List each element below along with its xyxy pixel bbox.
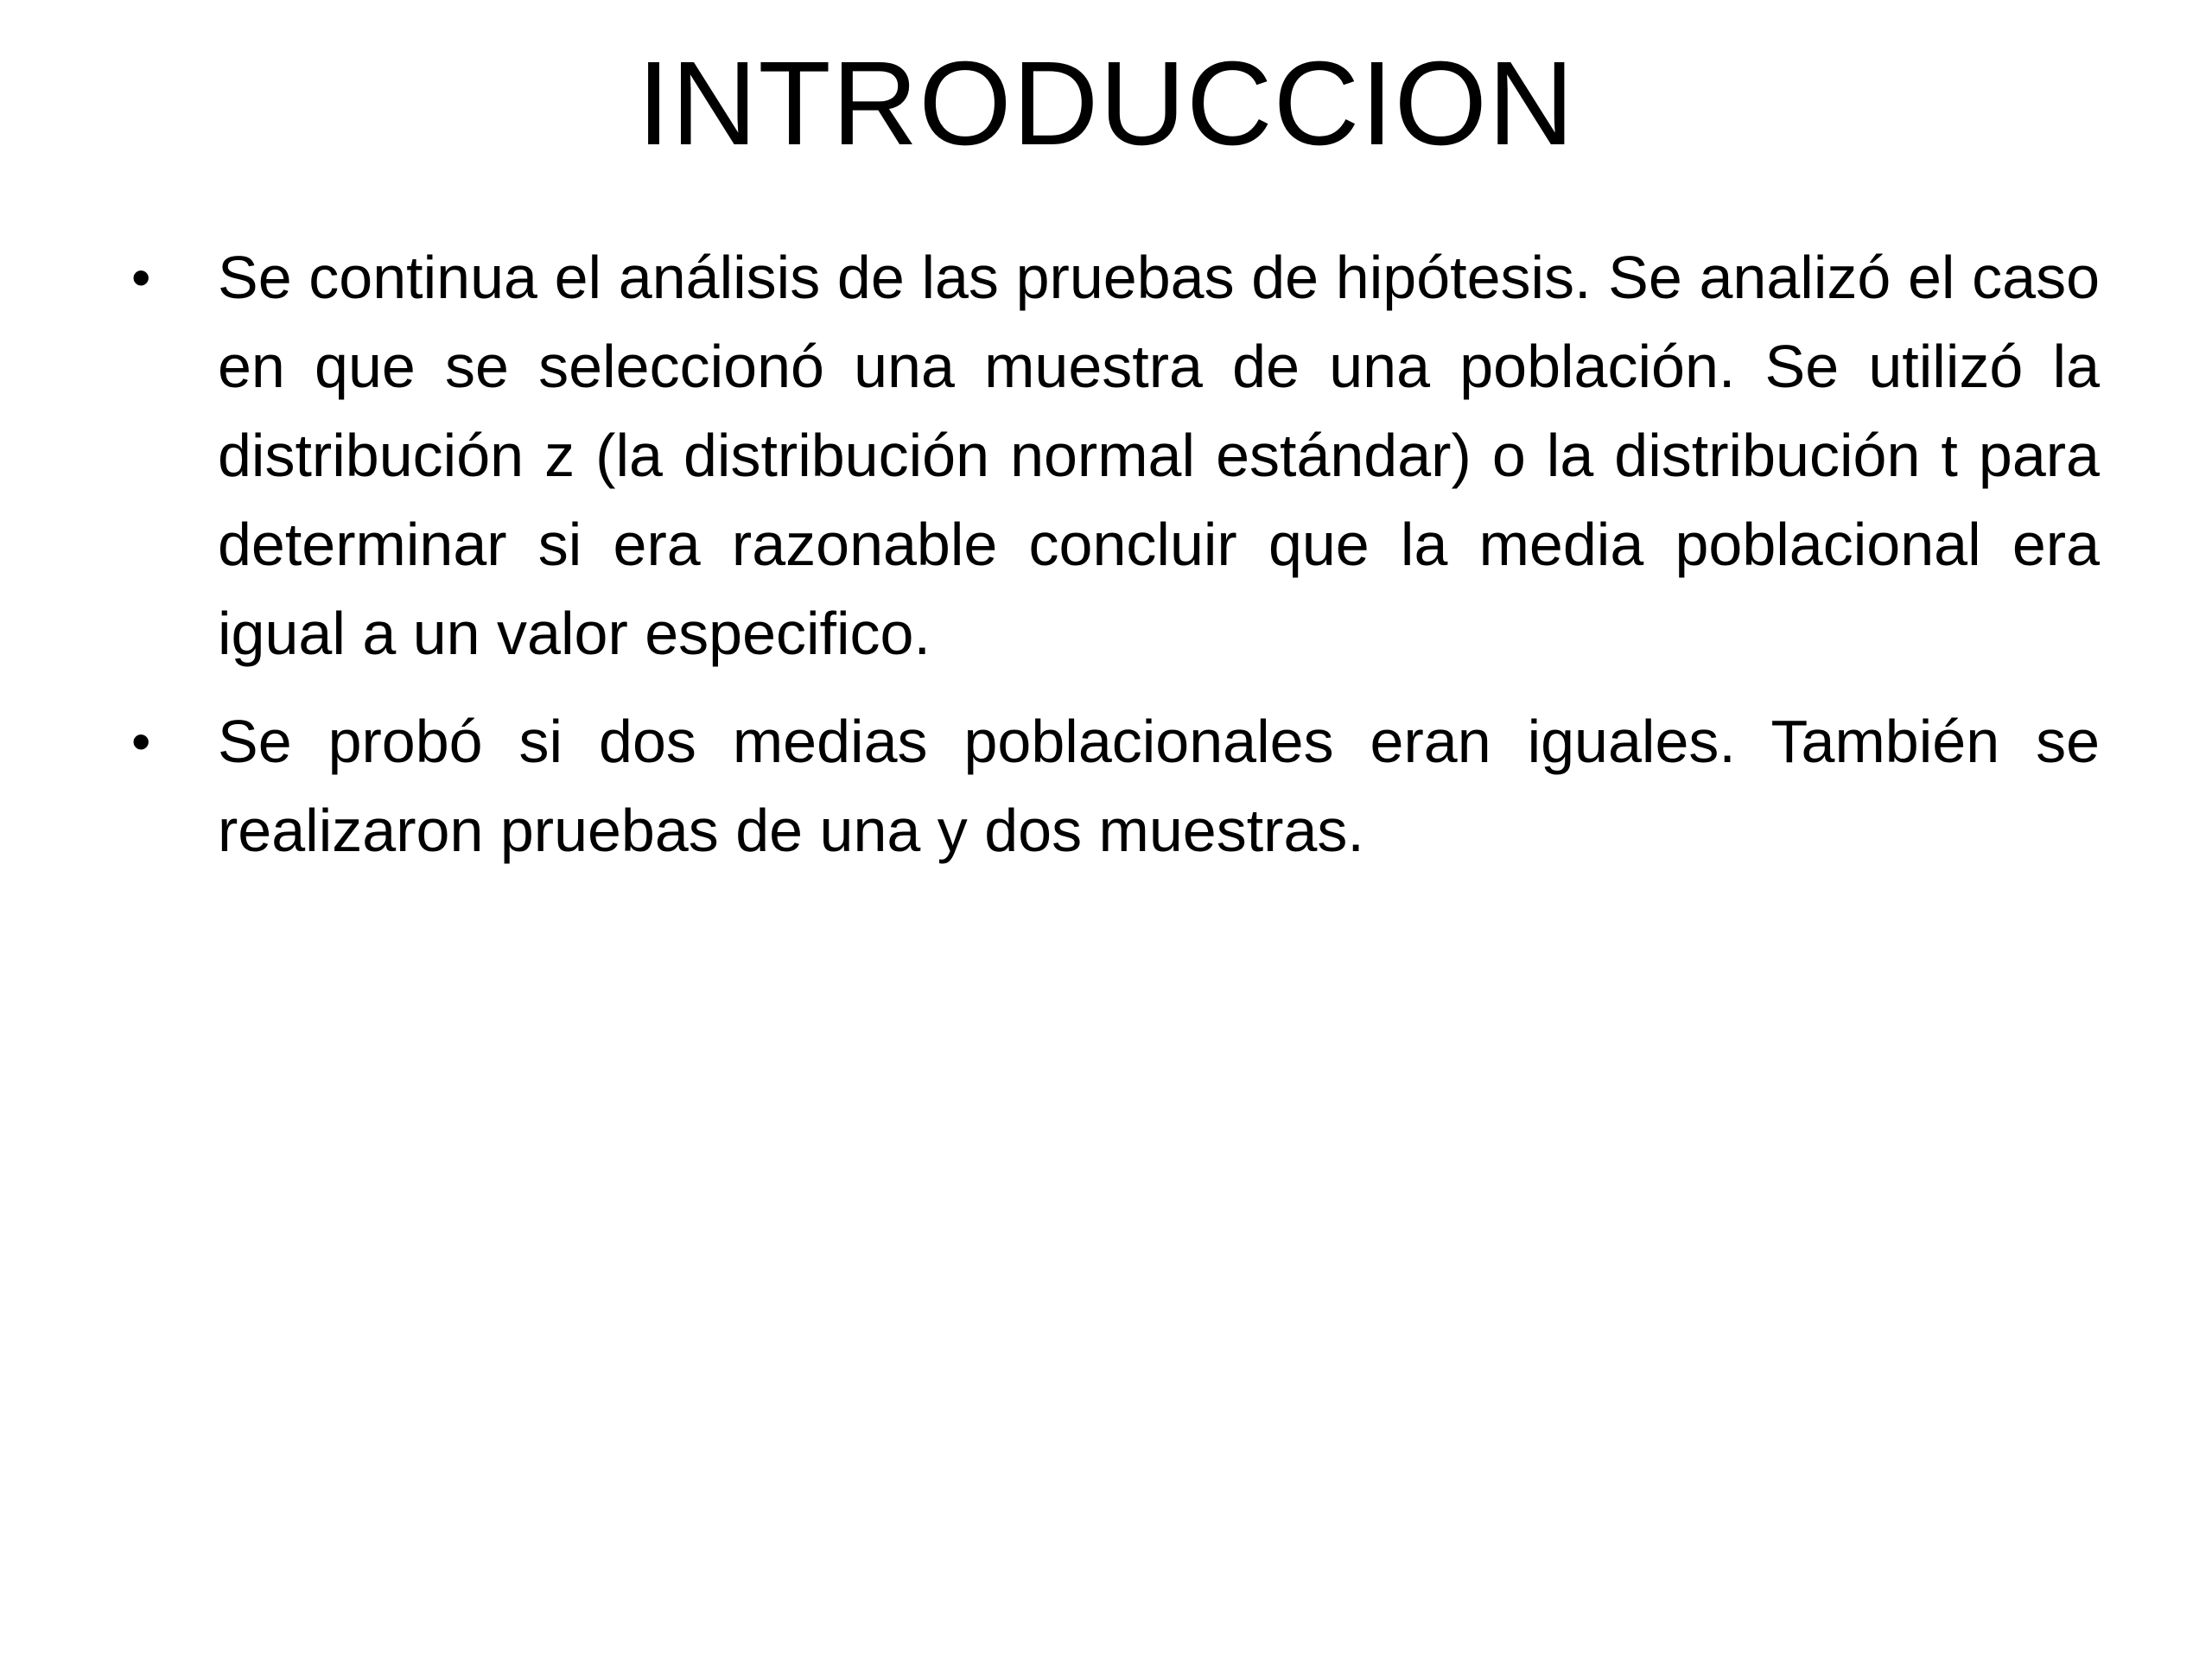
- bullet-dot-icon: •: [131, 246, 151, 308]
- slide-title: INTRODUCCION: [637, 37, 1575, 170]
- bullet-text: Se probó si dos medias poblacionales eran iguales. También se realizaron pruebas de una y dos muestras.: [218, 708, 2100, 864]
- bullet-text: Se continua el análisis de las pruebas de hipótesis. Se analizó el caso en que se seleccionó una muestra de una población. Se utilizó la distribución z (la distribución normal estándar) o la distribución t para determinar si era razonable concluir que la media poblacional era igual a un valor especifico.: [218, 244, 2100, 667]
- bullet-item: [121, 697, 2100, 875]
- bullet-list: [121, 233, 2100, 894]
- bullet-dot-icon: •: [131, 710, 151, 772]
- bullet-item: [121, 233, 2100, 678]
